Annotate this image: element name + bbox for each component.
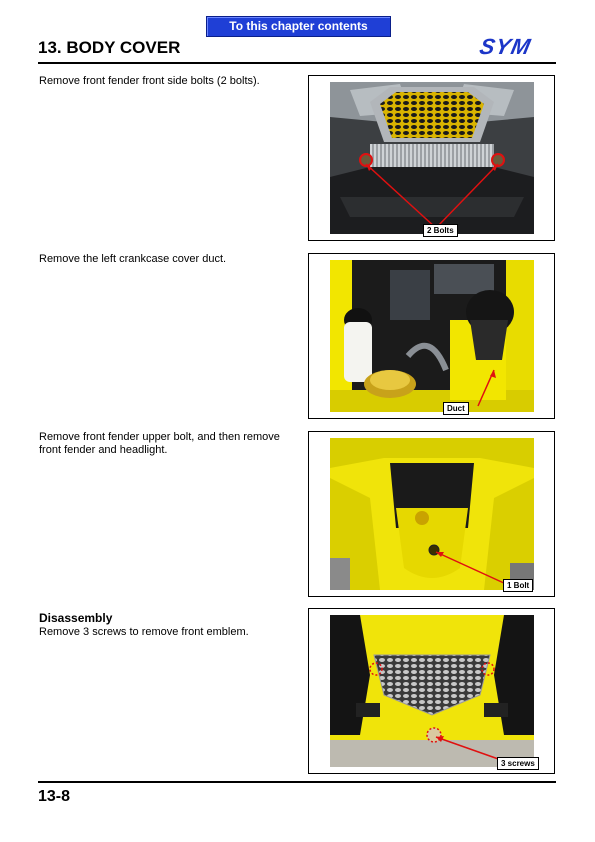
page-number: 13-8 <box>38 788 71 805</box>
one-bolt-callout: 1 Bolt <box>503 579 533 592</box>
step-2-photo <box>330 260 534 412</box>
bolts-callout: 2 Bolts <box>423 224 458 237</box>
front-emblem-photo <box>330 615 534 767</box>
chapter-title: 13. BODY COVER <box>38 38 181 57</box>
disassembly-heading: Disassembly <box>39 611 113 625</box>
step-1-text: Remove front fender front side bolts (2 bolts). <box>39 75 260 87</box>
three-screws-callout: 3 screws <box>497 757 539 770</box>
step-4-text <box>39 612 294 639</box>
footer-rule <box>38 781 556 783</box>
logo-text: SYM <box>477 34 534 59</box>
fender-upper-bolt-photo <box>330 438 534 590</box>
step-4-body: Remove 3 screws to remove front emblem. <box>39 626 249 638</box>
step-1-figure <box>308 75 555 241</box>
crankcase-duct-photo <box>330 260 534 412</box>
chapter-contents-link[interactable]: To this chapter contents <box>206 16 391 37</box>
step-2-figure <box>308 253 555 419</box>
step-4-figure <box>308 608 555 774</box>
step-2-text: Remove the left crankcase cover duct. <box>39 253 227 265</box>
step-3-figure <box>308 431 555 597</box>
fender-bolts-photo <box>330 82 534 234</box>
duct-callout: Duct <box>443 402 469 415</box>
header-rule <box>38 62 556 64</box>
sym-logo <box>477 34 533 60</box>
step-1-photo <box>330 82 534 234</box>
step-3-photo <box>330 438 534 590</box>
step-3-text: Remove front fender upper bolt, and then remove front fender and headlight. <box>39 431 280 456</box>
step-4-photo <box>330 615 534 767</box>
